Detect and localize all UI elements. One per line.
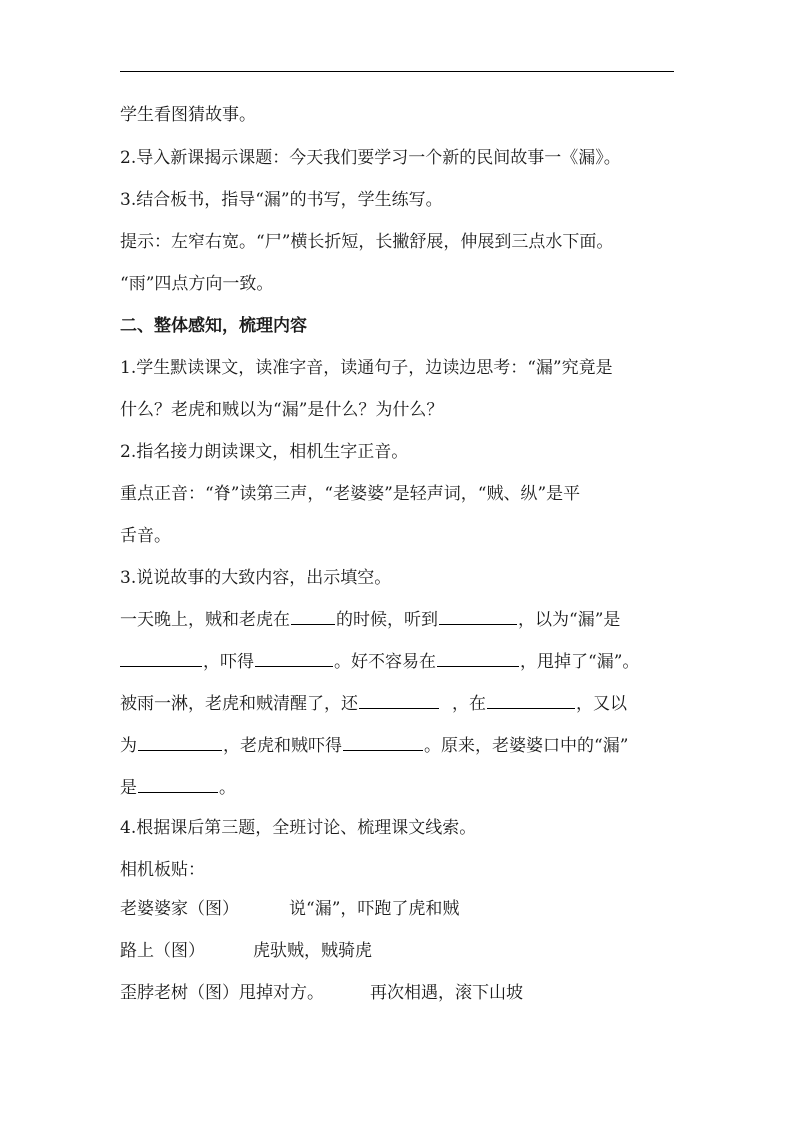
text-line: 舌音。 [120, 526, 171, 546]
fill-in-line [120, 606, 680, 632]
blank-field[interactable] [439, 606, 517, 625]
header-rule [120, 71, 674, 72]
board-right: 虎驮贼，贼骑虎 [253, 941, 372, 961]
text-line: “雨”四点方向一致。 [120, 274, 274, 294]
board-row [120, 897, 680, 921]
fill-text: ，又以 [576, 694, 627, 714]
blank-field[interactable] [138, 774, 218, 793]
blank-field[interactable] [437, 648, 519, 667]
board-row [120, 939, 680, 963]
board-left: 老婆婆家（图） [120, 899, 239, 919]
text-line: 学生看图猜故事。 [120, 105, 256, 125]
text-line: 提示：左窄右宽。“尸”横长折短，长撇舒展，伸展到三点水下面。 [120, 232, 614, 252]
board-row [120, 981, 680, 1005]
text-line: 4.根据课后第三题，全班讨论、梳理课文线索。 [120, 818, 477, 838]
fill-in-line [120, 690, 680, 716]
fill-text: 一天晚上，贼和老虎在 [120, 610, 290, 630]
fill-text: ，甩掉了“漏”。 [520, 652, 640, 672]
board-right: 再次相遇，滚下山坡 [370, 983, 523, 1003]
fill-text: 的时候，听到 [336, 610, 438, 630]
fill-in-line [120, 732, 680, 758]
fill-in-line [120, 774, 680, 800]
fill-text: 。 [219, 778, 236, 798]
text-line: 1.学生默读课文，读准字音，读通句子，边读边思考：“漏”究竟是 [120, 358, 613, 378]
fill-text: 为 [120, 736, 137, 756]
blank-field[interactable] [120, 648, 202, 667]
text-line: 重点正音：“脊”读第三声，“老婆婆”是轻声词，“贼、纵”是平 [120, 484, 581, 504]
text-line: 2.指名接力朗读课文，相机生字正音。 [120, 442, 409, 462]
fill-text: 是 [120, 778, 137, 798]
text-line: 相机板贴： [120, 860, 205, 880]
text-line: 3.说说故事的大致内容，出示填空。 [120, 568, 392, 588]
board-left: 歪脖老树（图）甩掉对方。 [120, 983, 324, 1003]
blank-field[interactable] [359, 690, 439, 709]
board-right: 说“漏”，吓跑了虎和贼 [289, 899, 460, 919]
fill-text: 。好不容易在 [334, 652, 436, 672]
fill-text: 被雨一淋，老虎和贼清醒了，还 [120, 694, 358, 714]
board-left: 路上（图） [120, 941, 205, 961]
blank-field[interactable] [291, 606, 335, 625]
blank-field[interactable] [487, 690, 575, 709]
blank-field[interactable] [138, 732, 222, 751]
fill-text: ，在 [452, 694, 486, 714]
section-heading: 二、整体感知，梳理内容 [120, 316, 307, 336]
blank-field[interactable] [343, 732, 423, 751]
fill-in-line [120, 648, 680, 674]
fill-text: ，老虎和贼吓得 [223, 736, 342, 756]
text-line: 3.结合板书，指导“漏”的书写，学生练写。 [120, 190, 443, 210]
text-line: 2.导入新课揭示课题：今天我们要学习一个新的民间故事一《漏》。 [120, 148, 621, 168]
text-line: 什么？老虎和贼以为“漏”是什么？为什么？ [120, 400, 444, 420]
fill-text: ，以为“漏”是 [518, 610, 621, 630]
fill-text: 。原来，老婆婆口中的“漏” [424, 736, 629, 756]
fill-text: ，吓得 [203, 652, 254, 672]
blank-field[interactable] [255, 648, 333, 667]
